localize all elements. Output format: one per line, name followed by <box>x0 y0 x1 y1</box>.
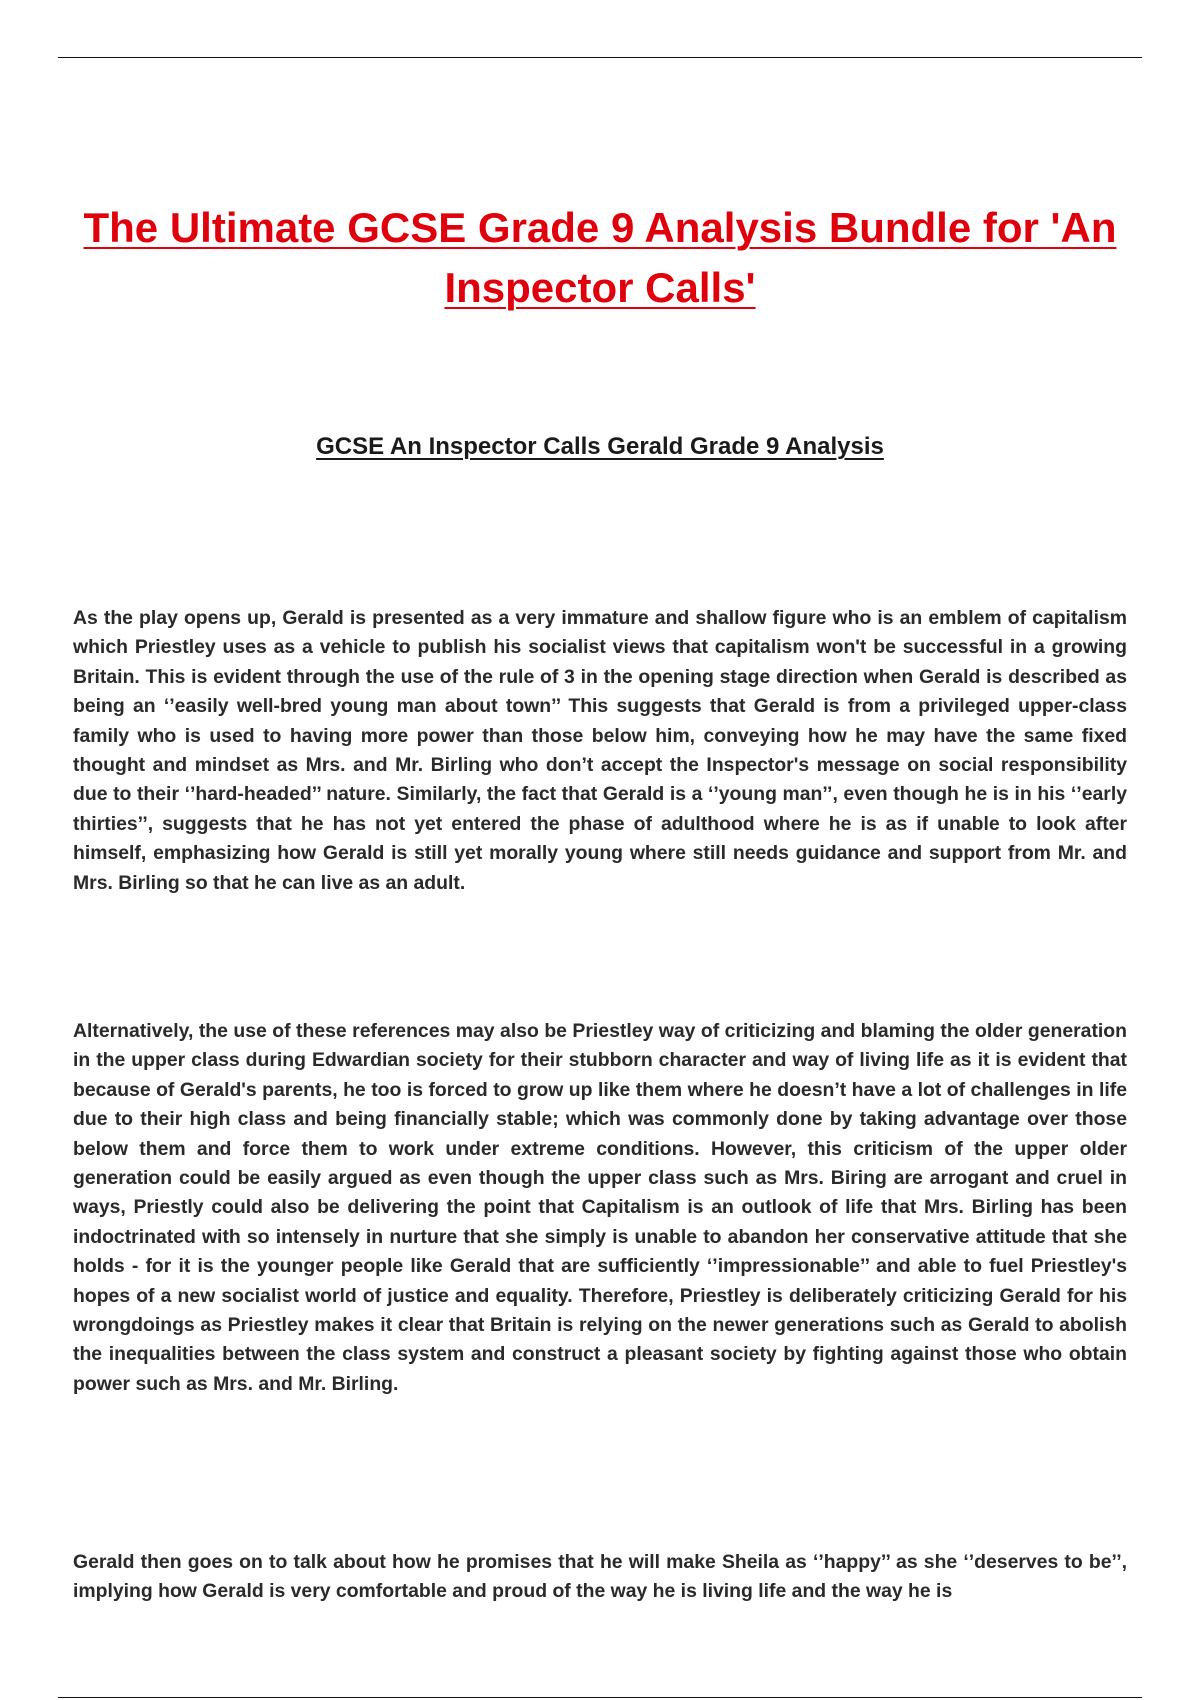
top-rule <box>58 57 1142 58</box>
bottom-rule <box>58 1697 1142 1698</box>
section-heading: GCSE An Inspector Calls Gerald Grade 9 Analysis <box>316 433 884 460</box>
paragraph-2: Alternatively, the use of these references may also be Priestley way of criticizing and blaming the older generation in the upper class during Edwardian society for their stubborn character and way of living life as it is evident that because of Gerald's parents, he too is forced to grow up like them where he doesn’t have a lot of challenges in life due to their high class and being financially stable; which was commonly done by taking advantage over those below them and force them to work under extreme conditions. However, this criticism of the upper older generation could be easily argued as even though the upper class such as Mrs. Biring are arrogant and cruel in ways, Priestly could also be delivering the point that Capitalism is an outlook of life that Mrs. Birling has been indoctrinated with so intensely in nurture that she simply is unable to abandon her conservative attitude that she holds - for it is the younger people like Gerald that are sufficiently ‘’impressionable’’ and able to fuel Priestley's hopes of a new socialist world of justice and equality. Therefore, Priestley is deliberately criticizing Gerald for his wrongdoings as Priestley makes it clear that Britain is relying on the newer generations such as Gerald to abolish the inequalities between the class system and construct a pleasant society by fighting against those who obtain power such as Mrs. and Mr. Birling. <box>73 1020 1127 1395</box>
paragraph-1: As the play opens up, Gerald is presented as a very immature and shallow figure who is an emblem of capitalism which Priestley uses as a vehicle to publish his socialist views that capitalism won't be successful in a growing Britain. This is evident through the use of the rule of 3 in the opening stage direction when Gerald is described as being an ‘’easily well-bred young man about town’’ This suggests that Gerald is from a privileged upper-class family who is used to having more power than those below him, conveying how he may have the same fixed thought and mindset as Mrs. and Mr. Birling who don’t accept the Inspector's message on social responsibility due to their ‘’hard-headed’’ nature. Similarly, the fact that Gerald is a ‘’young man’’, even though he is in his ‘’early thirties’’, suggests that he has not yet entered the phase of adulthood where he is as if unable to look after himself, emphasizing how Gerald is still yet morally young where still needs guidance and support from Mr. and Mrs. Birling so that he can live as an adult. <box>73 607 1127 894</box>
document-title: The Ultimate GCSE Grade 9 Analysis Bundle for 'An Inspector Calls' <box>83 204 1117 311</box>
paragraph-3: Gerald then goes on to talk about how he promises that he will make Sheila as ‘’happy’’ as she ‘’deserves to be’’, implying how Gerald is very comfortable and proud of the way he is living life and the way he is <box>73 1551 1127 1603</box>
